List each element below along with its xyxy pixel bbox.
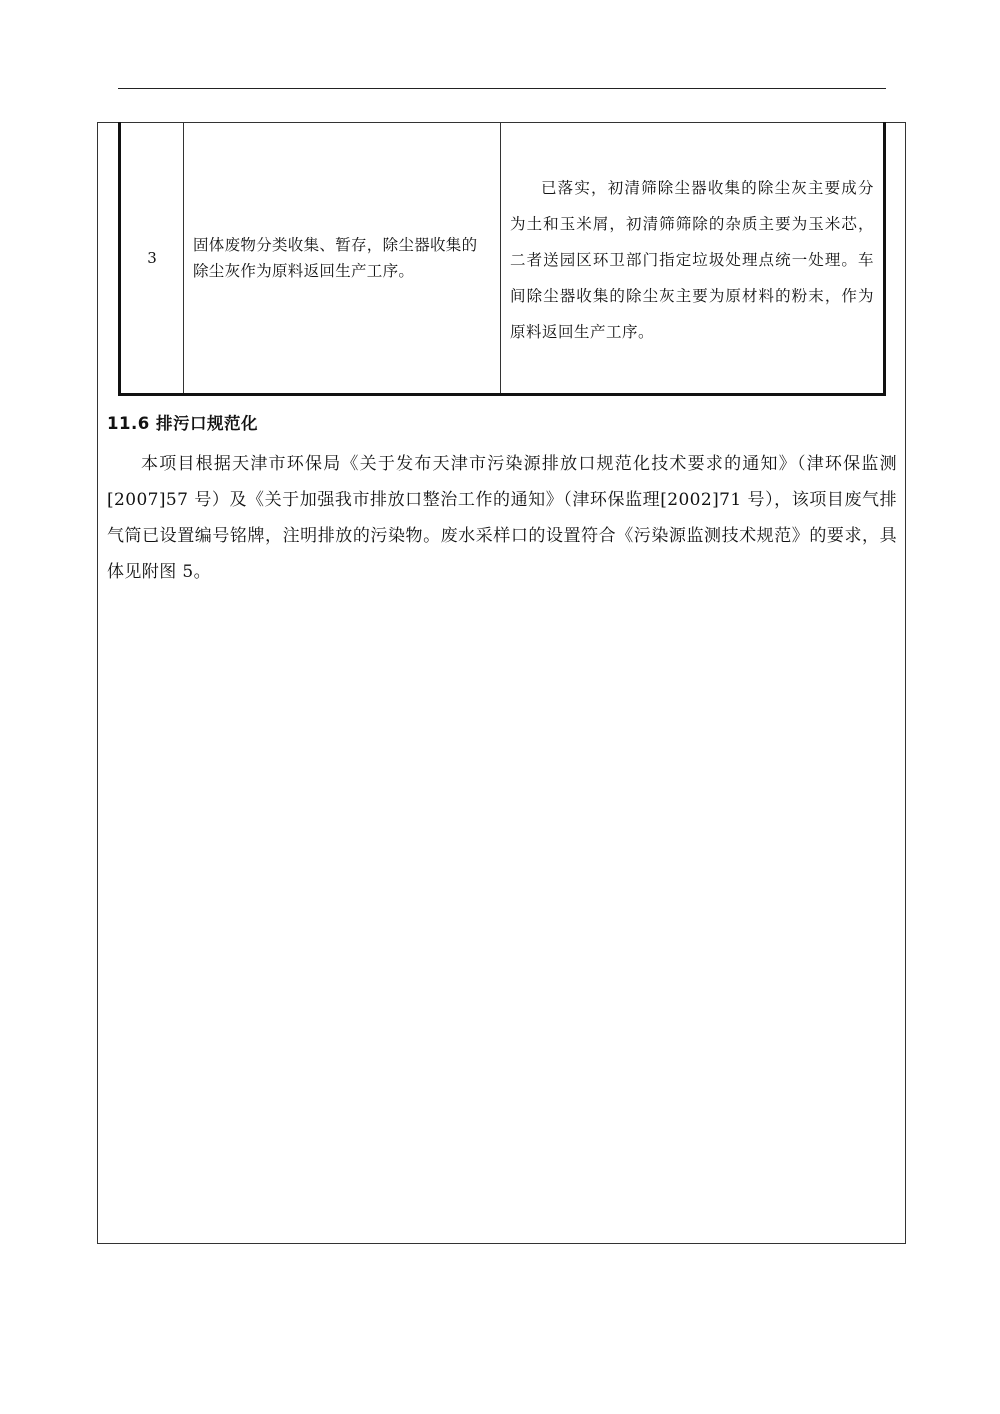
column-divider xyxy=(500,122,501,393)
section-heading: 11.6 排污口规范化 xyxy=(107,414,258,433)
requirement-cell: 固体废物分类收集、暂存，除尘器收集的除尘灰作为原料返回生产工序。 xyxy=(193,236,478,280)
measures-table xyxy=(118,122,886,396)
header-rule xyxy=(118,88,886,89)
row-number: 3 xyxy=(147,248,157,267)
column-divider xyxy=(183,122,184,393)
implementation-cell: 已落实，初清筛除尘器收集的除尘灰主要成分为土和玉米屑，初清筛筛除的杂质主要为玉米芯，二者送园区环卫部门指定垃圾处理点统一处理。车间除尘器收集的除尘灰主要为原材料的粉末，作为原料返回生产工序。 xyxy=(510,179,874,341)
row-number-cell xyxy=(121,122,183,393)
section-paragraph: 本项目根据天津市环保局《关于发布天津市污染源排放口规范化技术要求的通知》（津环保监测[2007]57 号）及《关于加强我市排放口整治工作的通知》（津环保监理[2002]71 号），该项目废气排气筒已设置编号铭牌，注明排放的污染物。废水采样口的设置符合《污染源监测技术规范》的要求，具体见附图 5。 xyxy=(107,454,897,582)
